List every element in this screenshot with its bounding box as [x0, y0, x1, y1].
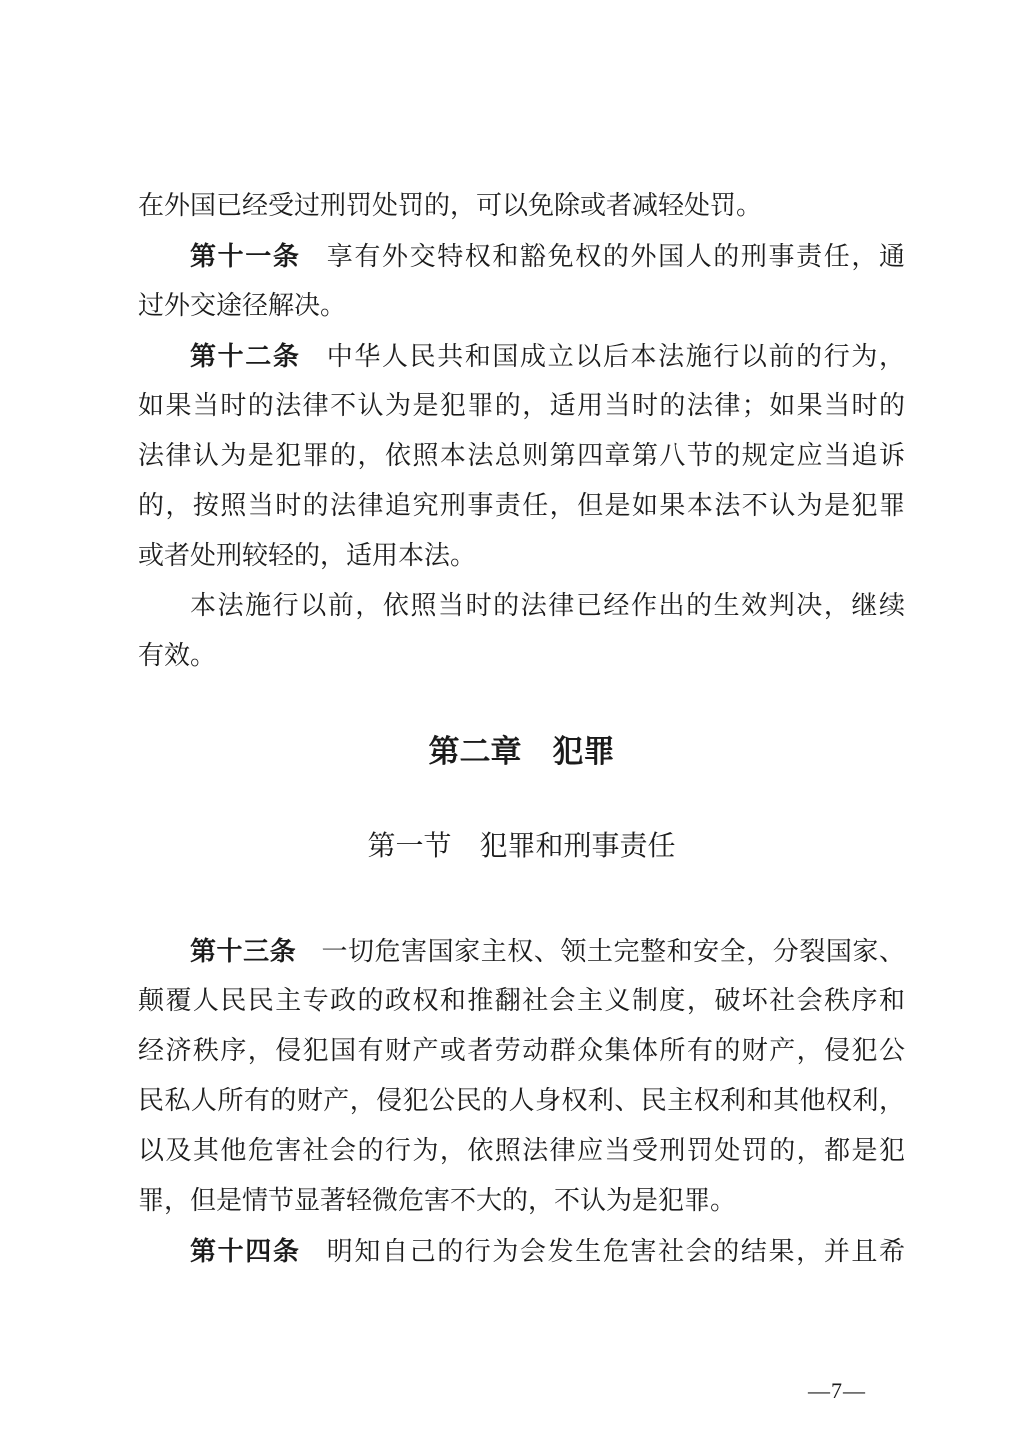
legal-text-block	[138, 181, 905, 1276]
line-text: 过外交途径解决。	[138, 291, 347, 320]
article-13-first-line	[138, 926, 905, 976]
line-text: 罪，但是情节显著轻微危害不大的，不认为是犯罪。	[138, 1186, 737, 1215]
text-line	[138, 481, 905, 531]
article-11-first-line	[138, 231, 905, 281]
page-number: —7—	[808, 1378, 866, 1403]
line-text: 明知自己的行为会发生危害社会的结果，并且希	[325, 1237, 905, 1266]
paragraph-first-line	[138, 581, 905, 631]
line-text: 享有外交特权和豁免权的外国人的刑事责任，通	[325, 242, 905, 271]
line-text: 的，按照当时的法律追究刑事责任，但是如果本法不认为是犯罪	[138, 491, 905, 520]
text-line	[138, 1076, 905, 1126]
article-14-number: 第十四条	[190, 1236, 301, 1266]
line-text: 民私人所有的财产，侵犯公民的人身权利、民主权利和其他权利，	[138, 1086, 905, 1115]
line-text: 在外国已经受过刑罚处罚的，可以免除或者减轻处罚。	[138, 191, 763, 220]
line-text: 如果当时的法律不认为是犯罪的，适用当时的法律；如果当时的	[138, 391, 905, 420]
article-14-first-line	[138, 1226, 905, 1276]
line-text: 以及其他危害社会的行为，依照法律应当受刑罚处罚的，都是犯	[138, 1136, 905, 1165]
text-line	[138, 976, 905, 1026]
text-line	[138, 381, 905, 431]
line-text: 中华人民共和国成立以后本法施行以前的行为，	[325, 342, 905, 371]
section-heading: 第一节 犯罪和刑事责任	[367, 831, 676, 862]
line-text: 一切危害国家主权、领土完整和安全，分裂国家、	[320, 937, 905, 966]
text-line	[138, 1126, 905, 1176]
text-line	[138, 431, 905, 481]
article-12-first-line	[138, 331, 905, 381]
article-11-number: 第十一条	[190, 241, 301, 271]
text-line	[138, 631, 905, 681]
line-text: 法律认为是犯罪的，依照本法总则第四章第八节的规定应当追诉	[138, 441, 905, 470]
article-13-number: 第十三条	[190, 936, 297, 966]
line-text: 颠覆人民民主专政的政权和推翻社会主义制度，破坏社会秩序和	[138, 986, 905, 1015]
line-text: 本法施行以前，依照当时的法律已经作出的生效判决，继续	[190, 591, 905, 620]
text-line	[138, 1026, 905, 1076]
line-text: 有效。	[138, 641, 217, 670]
text-line	[138, 281, 905, 331]
article-12-number: 第十二条	[190, 341, 301, 371]
text-line	[138, 1176, 905, 1226]
line-text: 或者处刑较轻的，适用本法。	[138, 541, 477, 570]
text-line	[138, 531, 905, 581]
chapter-heading: 第二章 犯罪	[428, 734, 615, 769]
line-text: 经济秩序，侵犯国有财产或者劳动群众集体所有的财产，侵犯公	[138, 1036, 905, 1065]
text-line-continuation	[138, 181, 905, 231]
